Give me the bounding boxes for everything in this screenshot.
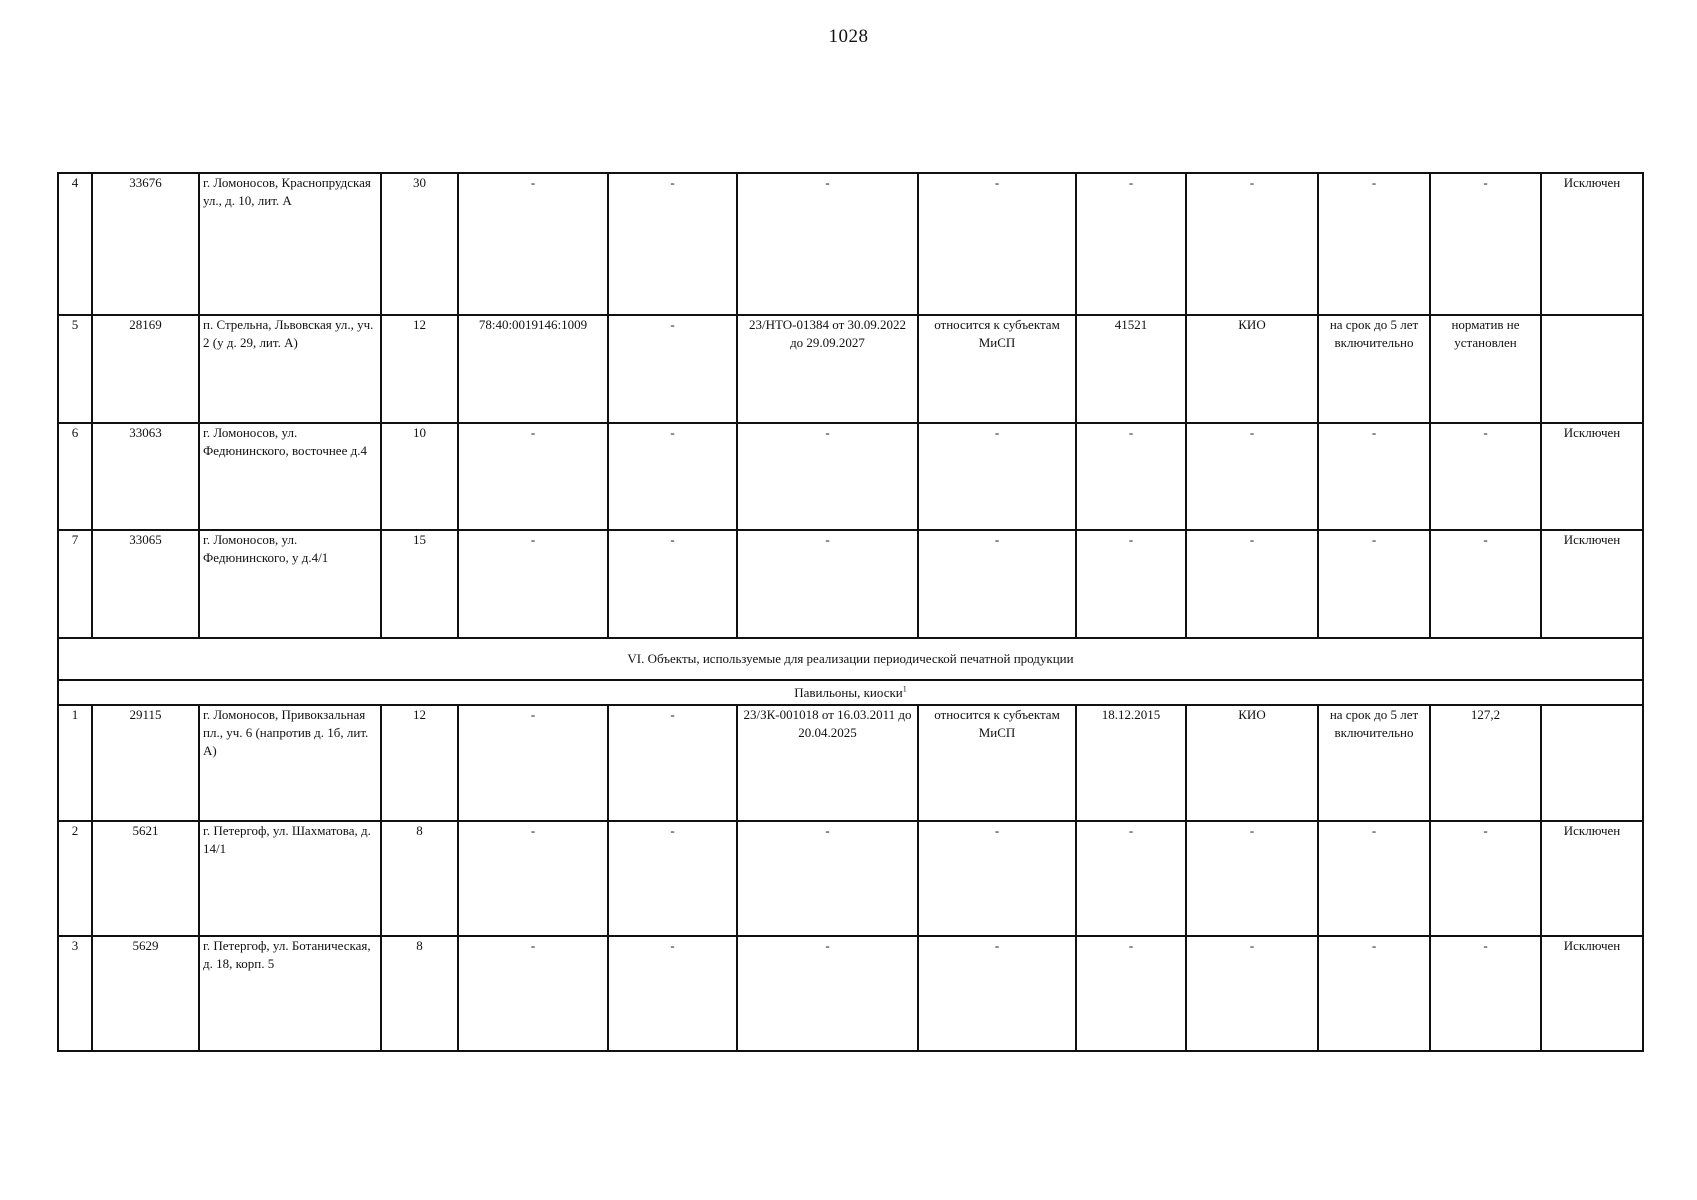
column-6: - xyxy=(608,936,737,1051)
contract-info: - xyxy=(737,821,918,936)
status: Исключен xyxy=(1541,936,1643,1051)
contract-info: - xyxy=(737,173,918,315)
cadastral-number: - xyxy=(458,173,608,315)
section-title: VI. Объекты, используемые для реализации периодической печатной продукции xyxy=(58,638,1643,680)
object-area: 12 xyxy=(381,315,458,423)
smb-subject: - xyxy=(918,821,1076,936)
row-number: 4 xyxy=(58,173,92,315)
object-area: 10 xyxy=(381,423,458,530)
table-row xyxy=(58,173,1643,315)
object-address: г. Ломоносов, ул. Федюнинского, у д.4/1 xyxy=(199,530,381,638)
row-number: 1 xyxy=(58,705,92,821)
object-area: 30 xyxy=(381,173,458,315)
contract-info: 23/НТО-01384 от 30.09.2022 до 29.09.2027 xyxy=(737,315,918,423)
column-9: 18.12.2015 xyxy=(1076,705,1186,821)
status: Исключен xyxy=(1541,173,1643,315)
subsection-cell xyxy=(58,680,1643,705)
column-6: - xyxy=(608,821,737,936)
column-6: - xyxy=(608,705,737,821)
object-area: 12 xyxy=(381,705,458,821)
contract-info: - xyxy=(737,423,918,530)
row-number: 5 xyxy=(58,315,92,423)
object-area: 15 xyxy=(381,530,458,638)
object-address: г. Ломоносов, ул. Федюнинского, восточнее д.4 xyxy=(199,423,381,530)
rows-bottom xyxy=(58,705,1643,1051)
organization: КИО xyxy=(1186,705,1318,821)
column-9: 41521 xyxy=(1076,315,1186,423)
object-code: 33065 xyxy=(92,530,199,638)
cadastral-number: - xyxy=(458,936,608,1051)
placement-term: - xyxy=(1318,423,1430,530)
subsection-row xyxy=(58,680,1643,705)
organization: КИО xyxy=(1186,315,1318,423)
row-number: 7 xyxy=(58,530,92,638)
contract-info: - xyxy=(737,530,918,638)
norm-value: - xyxy=(1430,936,1541,1051)
row-number: 2 xyxy=(58,821,92,936)
placement-term: - xyxy=(1318,173,1430,315)
status xyxy=(1541,315,1643,423)
object-address: г. Петергоф, ул. Ботаническая, д. 18, корп. 5 xyxy=(199,936,381,1051)
column-9: - xyxy=(1076,173,1186,315)
cadastral-number: - xyxy=(458,423,608,530)
registry-table xyxy=(57,172,1644,1052)
object-code: 33676 xyxy=(92,173,199,315)
object-address: г. Петергоф, ул. Шахматова, д. 14/1 xyxy=(199,821,381,936)
object-code: 5621 xyxy=(92,821,199,936)
cadastral-number: - xyxy=(458,705,608,821)
norm-value: 127,2 xyxy=(1430,705,1541,821)
cadastral-number: 78:40:0019146:1009 xyxy=(458,315,608,423)
column-9: - xyxy=(1076,821,1186,936)
organization: - xyxy=(1186,423,1318,530)
contract-info: 23/ЗК-001018 от 16.03.2011 до 20.04.2025 xyxy=(737,705,918,821)
status: Исключен xyxy=(1541,530,1643,638)
column-6: - xyxy=(608,423,737,530)
row-number: 6 xyxy=(58,423,92,530)
subsection-title: Павильоны, киоски xyxy=(794,684,903,700)
subsection-footnote: 1 xyxy=(902,684,907,694)
contract-info: - xyxy=(737,936,918,1051)
column-6: - xyxy=(608,530,737,638)
table-row xyxy=(58,315,1643,423)
row-number: 3 xyxy=(58,936,92,1051)
object-address: п. Стрельна, Львовская ул., уч. 2 (у д. 29, лит. А) xyxy=(199,315,381,423)
table-row xyxy=(58,423,1643,530)
object-address: г. Ломоносов, Краснопрудская ул., д. 10, лит. А xyxy=(199,173,381,315)
section-row xyxy=(58,638,1643,680)
status: Исключен xyxy=(1541,423,1643,530)
smb-subject: - xyxy=(918,530,1076,638)
organization: - xyxy=(1186,173,1318,315)
norm-value: - xyxy=(1430,423,1541,530)
placement-term: - xyxy=(1318,530,1430,638)
object-area: 8 xyxy=(381,821,458,936)
norm-value: - xyxy=(1430,821,1541,936)
organization: - xyxy=(1186,936,1318,1051)
table-row xyxy=(58,821,1643,936)
object-area: 8 xyxy=(381,936,458,1051)
object-code: 5629 xyxy=(92,936,199,1051)
object-code: 28169 xyxy=(92,315,199,423)
smb-subject: - xyxy=(918,423,1076,530)
table-row xyxy=(58,530,1643,638)
table-row xyxy=(58,936,1643,1051)
smb-subject: относится к субъектам МиСП xyxy=(918,705,1076,821)
status: Исключен xyxy=(1541,821,1643,936)
smb-subject: - xyxy=(918,936,1076,1051)
placement-term: на срок до 5 лет включительно xyxy=(1318,315,1430,423)
placement-term: на срок до 5 лет включительно xyxy=(1318,705,1430,821)
column-9: - xyxy=(1076,530,1186,638)
rows-top xyxy=(58,173,1643,638)
organization: - xyxy=(1186,530,1318,638)
table-row xyxy=(58,705,1643,821)
norm-value: норматив не установлен xyxy=(1430,315,1541,423)
placement-term: - xyxy=(1318,821,1430,936)
section-block xyxy=(58,638,1643,705)
organization: - xyxy=(1186,821,1318,936)
object-address: г. Ломоносов, Привокзальная пл., уч. 6 (напротив д. 1б, лит. А) xyxy=(199,705,381,821)
norm-value: - xyxy=(1430,530,1541,638)
norm-value: - xyxy=(1430,173,1541,315)
smb-subject: - xyxy=(918,173,1076,315)
status xyxy=(1541,705,1643,821)
placement-term: - xyxy=(1318,936,1430,1051)
cadastral-number: - xyxy=(458,530,608,638)
cadastral-number: - xyxy=(458,821,608,936)
column-9: - xyxy=(1076,423,1186,530)
column-9: - xyxy=(1076,936,1186,1051)
object-code: 29115 xyxy=(92,705,199,821)
column-6: - xyxy=(608,315,737,423)
object-code: 33063 xyxy=(92,423,199,530)
smb-subject: относится к субъектам МиСП xyxy=(918,315,1076,423)
column-6: - xyxy=(608,173,737,315)
page-number: 1028 xyxy=(828,26,869,47)
